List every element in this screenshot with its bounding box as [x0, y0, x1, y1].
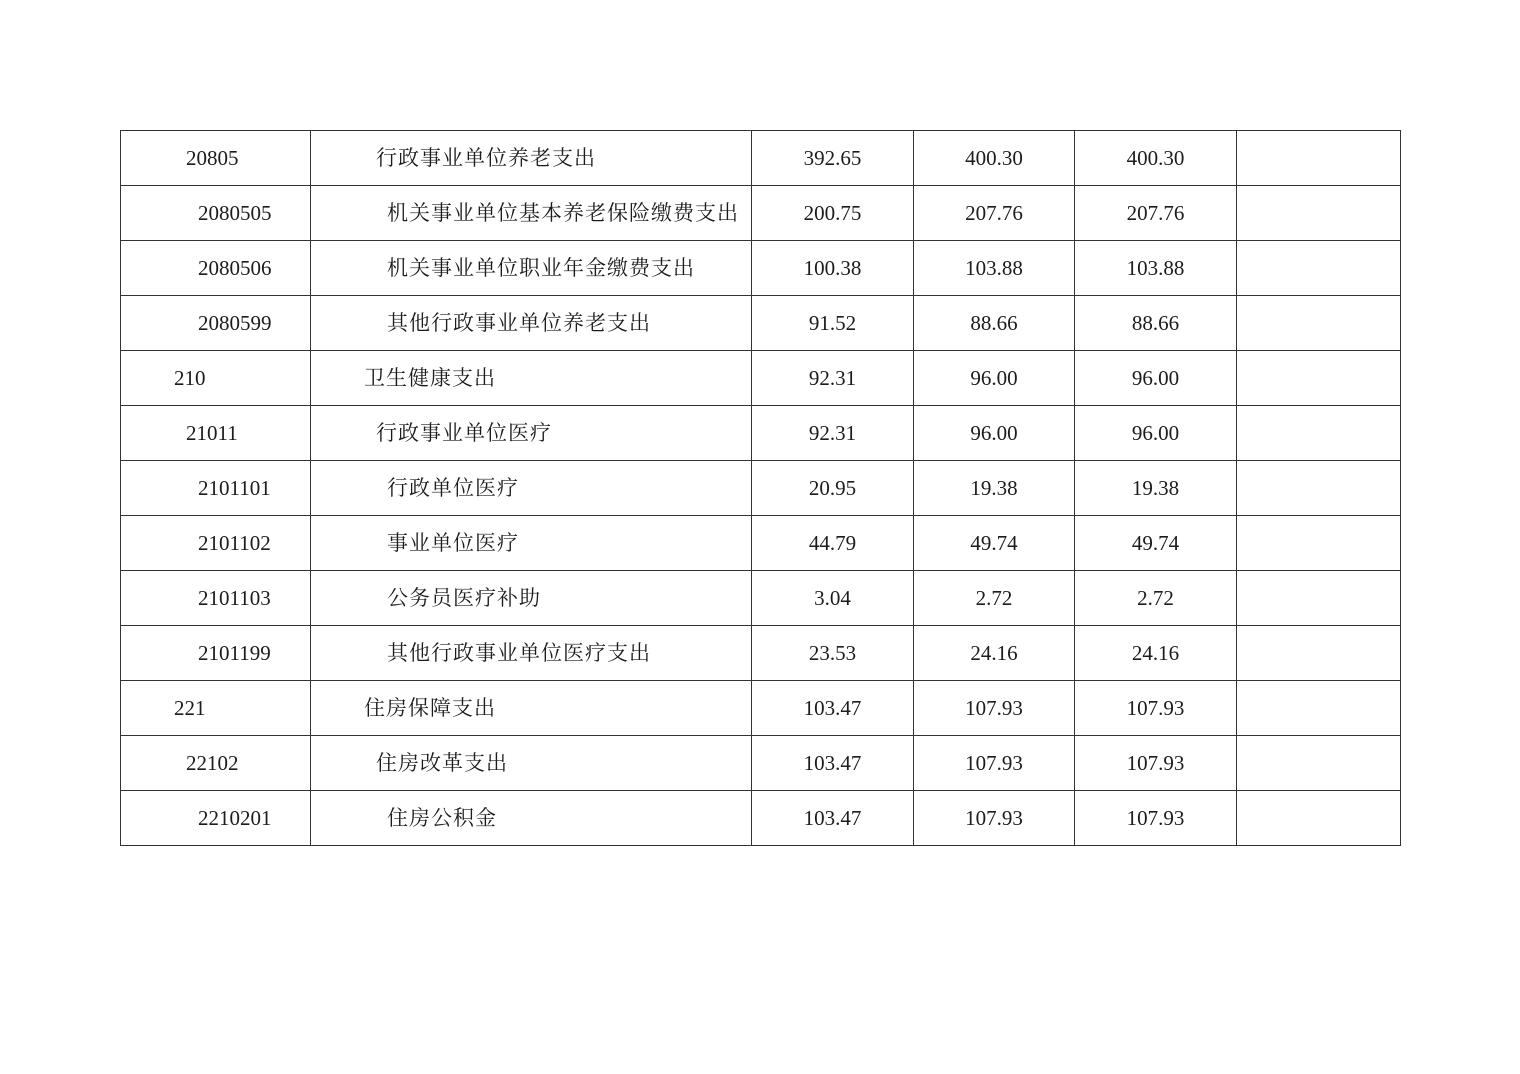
table-row	[121, 186, 1401, 241]
value-cell-3: 2.72	[1075, 571, 1237, 626]
blank-cell	[1237, 791, 1401, 846]
blank-cell	[1237, 516, 1401, 571]
value-cell-1: 392.65	[752, 131, 914, 186]
blank-cell	[1237, 131, 1401, 186]
value-cell-2: 207.76	[914, 186, 1075, 241]
expenditure-code-cell: 2080599	[121, 296, 311, 351]
expenditure-code-cell: 22102	[121, 736, 311, 791]
table-row	[121, 241, 1401, 296]
value-cell-1: 23.53	[752, 626, 914, 681]
table-row	[121, 681, 1401, 736]
value-cell-1: 91.52	[752, 296, 914, 351]
expenditure-code-cell: 2080505	[121, 186, 311, 241]
table-row	[121, 296, 1401, 351]
value-cell-3: 96.00	[1075, 406, 1237, 461]
value-cell-1: 3.04	[752, 571, 914, 626]
value-cell-3: 107.93	[1075, 736, 1237, 791]
value-cell-1: 100.38	[752, 241, 914, 296]
value-cell-3: 103.88	[1075, 241, 1237, 296]
value-cell-2: 96.00	[914, 351, 1075, 406]
value-cell-2: 400.30	[914, 131, 1075, 186]
value-cell-2: 88.66	[914, 296, 1075, 351]
value-cell-3: 107.93	[1075, 791, 1237, 846]
table-row	[121, 791, 1401, 846]
value-cell-2: 49.74	[914, 516, 1075, 571]
blank-cell	[1237, 461, 1401, 516]
expenditure-name-cell: 住房保障支出	[311, 681, 752, 736]
expenditure-name-cell: 行政单位医疗	[311, 461, 752, 516]
table-row	[121, 571, 1401, 626]
blank-cell	[1237, 296, 1401, 351]
value-cell-2: 107.93	[914, 736, 1075, 791]
expenditure-name-cell: 住房改革支出	[311, 736, 752, 791]
table-row	[121, 516, 1401, 571]
value-cell-3: 24.16	[1075, 626, 1237, 681]
expenditure-name-cell: 其他行政事业单位养老支出	[311, 296, 752, 351]
value-cell-2: 107.93	[914, 681, 1075, 736]
expenditure-name-cell: 公务员医疗补助	[311, 571, 752, 626]
expenditure-code-cell: 2101103	[121, 571, 311, 626]
value-cell-1: 103.47	[752, 791, 914, 846]
table-row	[121, 131, 1401, 186]
expenditure-name-cell: 其他行政事业单位医疗支出	[311, 626, 752, 681]
expenditure-name-cell: 住房公积金	[311, 791, 752, 846]
value-cell-3: 400.30	[1075, 131, 1237, 186]
value-cell-1: 103.47	[752, 681, 914, 736]
value-cell-3: 207.76	[1075, 186, 1237, 241]
blank-cell	[1237, 351, 1401, 406]
blank-cell	[1237, 186, 1401, 241]
expenditure-code-cell: 2080506	[121, 241, 311, 296]
value-cell-2: 2.72	[914, 571, 1075, 626]
blank-cell	[1237, 571, 1401, 626]
expenditure-code-cell: 2101102	[121, 516, 311, 571]
value-cell-1: 103.47	[752, 736, 914, 791]
value-cell-1: 44.79	[752, 516, 914, 571]
expenditure-code-cell: 20805	[121, 131, 311, 186]
expenditure-code-cell: 210	[121, 351, 311, 406]
expenditure-name-cell: 行政事业单位养老支出	[311, 131, 752, 186]
value-cell-3: 107.93	[1075, 681, 1237, 736]
expenditure-code-cell: 221	[121, 681, 311, 736]
value-cell-3: 49.74	[1075, 516, 1237, 571]
table-row	[121, 351, 1401, 406]
value-cell-3: 19.38	[1075, 461, 1237, 516]
value-cell-3: 96.00	[1075, 351, 1237, 406]
blank-cell	[1237, 681, 1401, 736]
expenditure-name-cell: 机关事业单位基本养老保险缴费支出	[311, 186, 752, 241]
value-cell-2: 19.38	[914, 461, 1075, 516]
expenditure-code-cell: 2210201	[121, 791, 311, 846]
value-cell-1: 92.31	[752, 406, 914, 461]
expenditure-name-cell: 卫生健康支出	[311, 351, 752, 406]
value-cell-2: 24.16	[914, 626, 1075, 681]
expenditure-code-cell: 21011	[121, 406, 311, 461]
table-row	[121, 461, 1401, 516]
expenditure-code-cell: 2101199	[121, 626, 311, 681]
blank-cell	[1237, 626, 1401, 681]
expenditure-name-cell: 行政事业单位医疗	[311, 406, 752, 461]
budget-table-body	[121, 131, 1401, 846]
value-cell-2: 96.00	[914, 406, 1075, 461]
value-cell-1: 200.75	[752, 186, 914, 241]
table-row	[121, 406, 1401, 461]
value-cell-3: 88.66	[1075, 296, 1237, 351]
budget-expenditure-table	[120, 130, 1401, 846]
value-cell-1: 20.95	[752, 461, 914, 516]
blank-cell	[1237, 736, 1401, 791]
table-row	[121, 736, 1401, 791]
table-row	[121, 626, 1401, 681]
expenditure-name-cell: 机关事业单位职业年金缴费支出	[311, 241, 752, 296]
value-cell-2: 103.88	[914, 241, 1075, 296]
blank-cell	[1237, 406, 1401, 461]
value-cell-1: 92.31	[752, 351, 914, 406]
expenditure-code-cell: 2101101	[121, 461, 311, 516]
value-cell-2: 107.93	[914, 791, 1075, 846]
expenditure-name-cell: 事业单位医疗	[311, 516, 752, 571]
blank-cell	[1237, 241, 1401, 296]
